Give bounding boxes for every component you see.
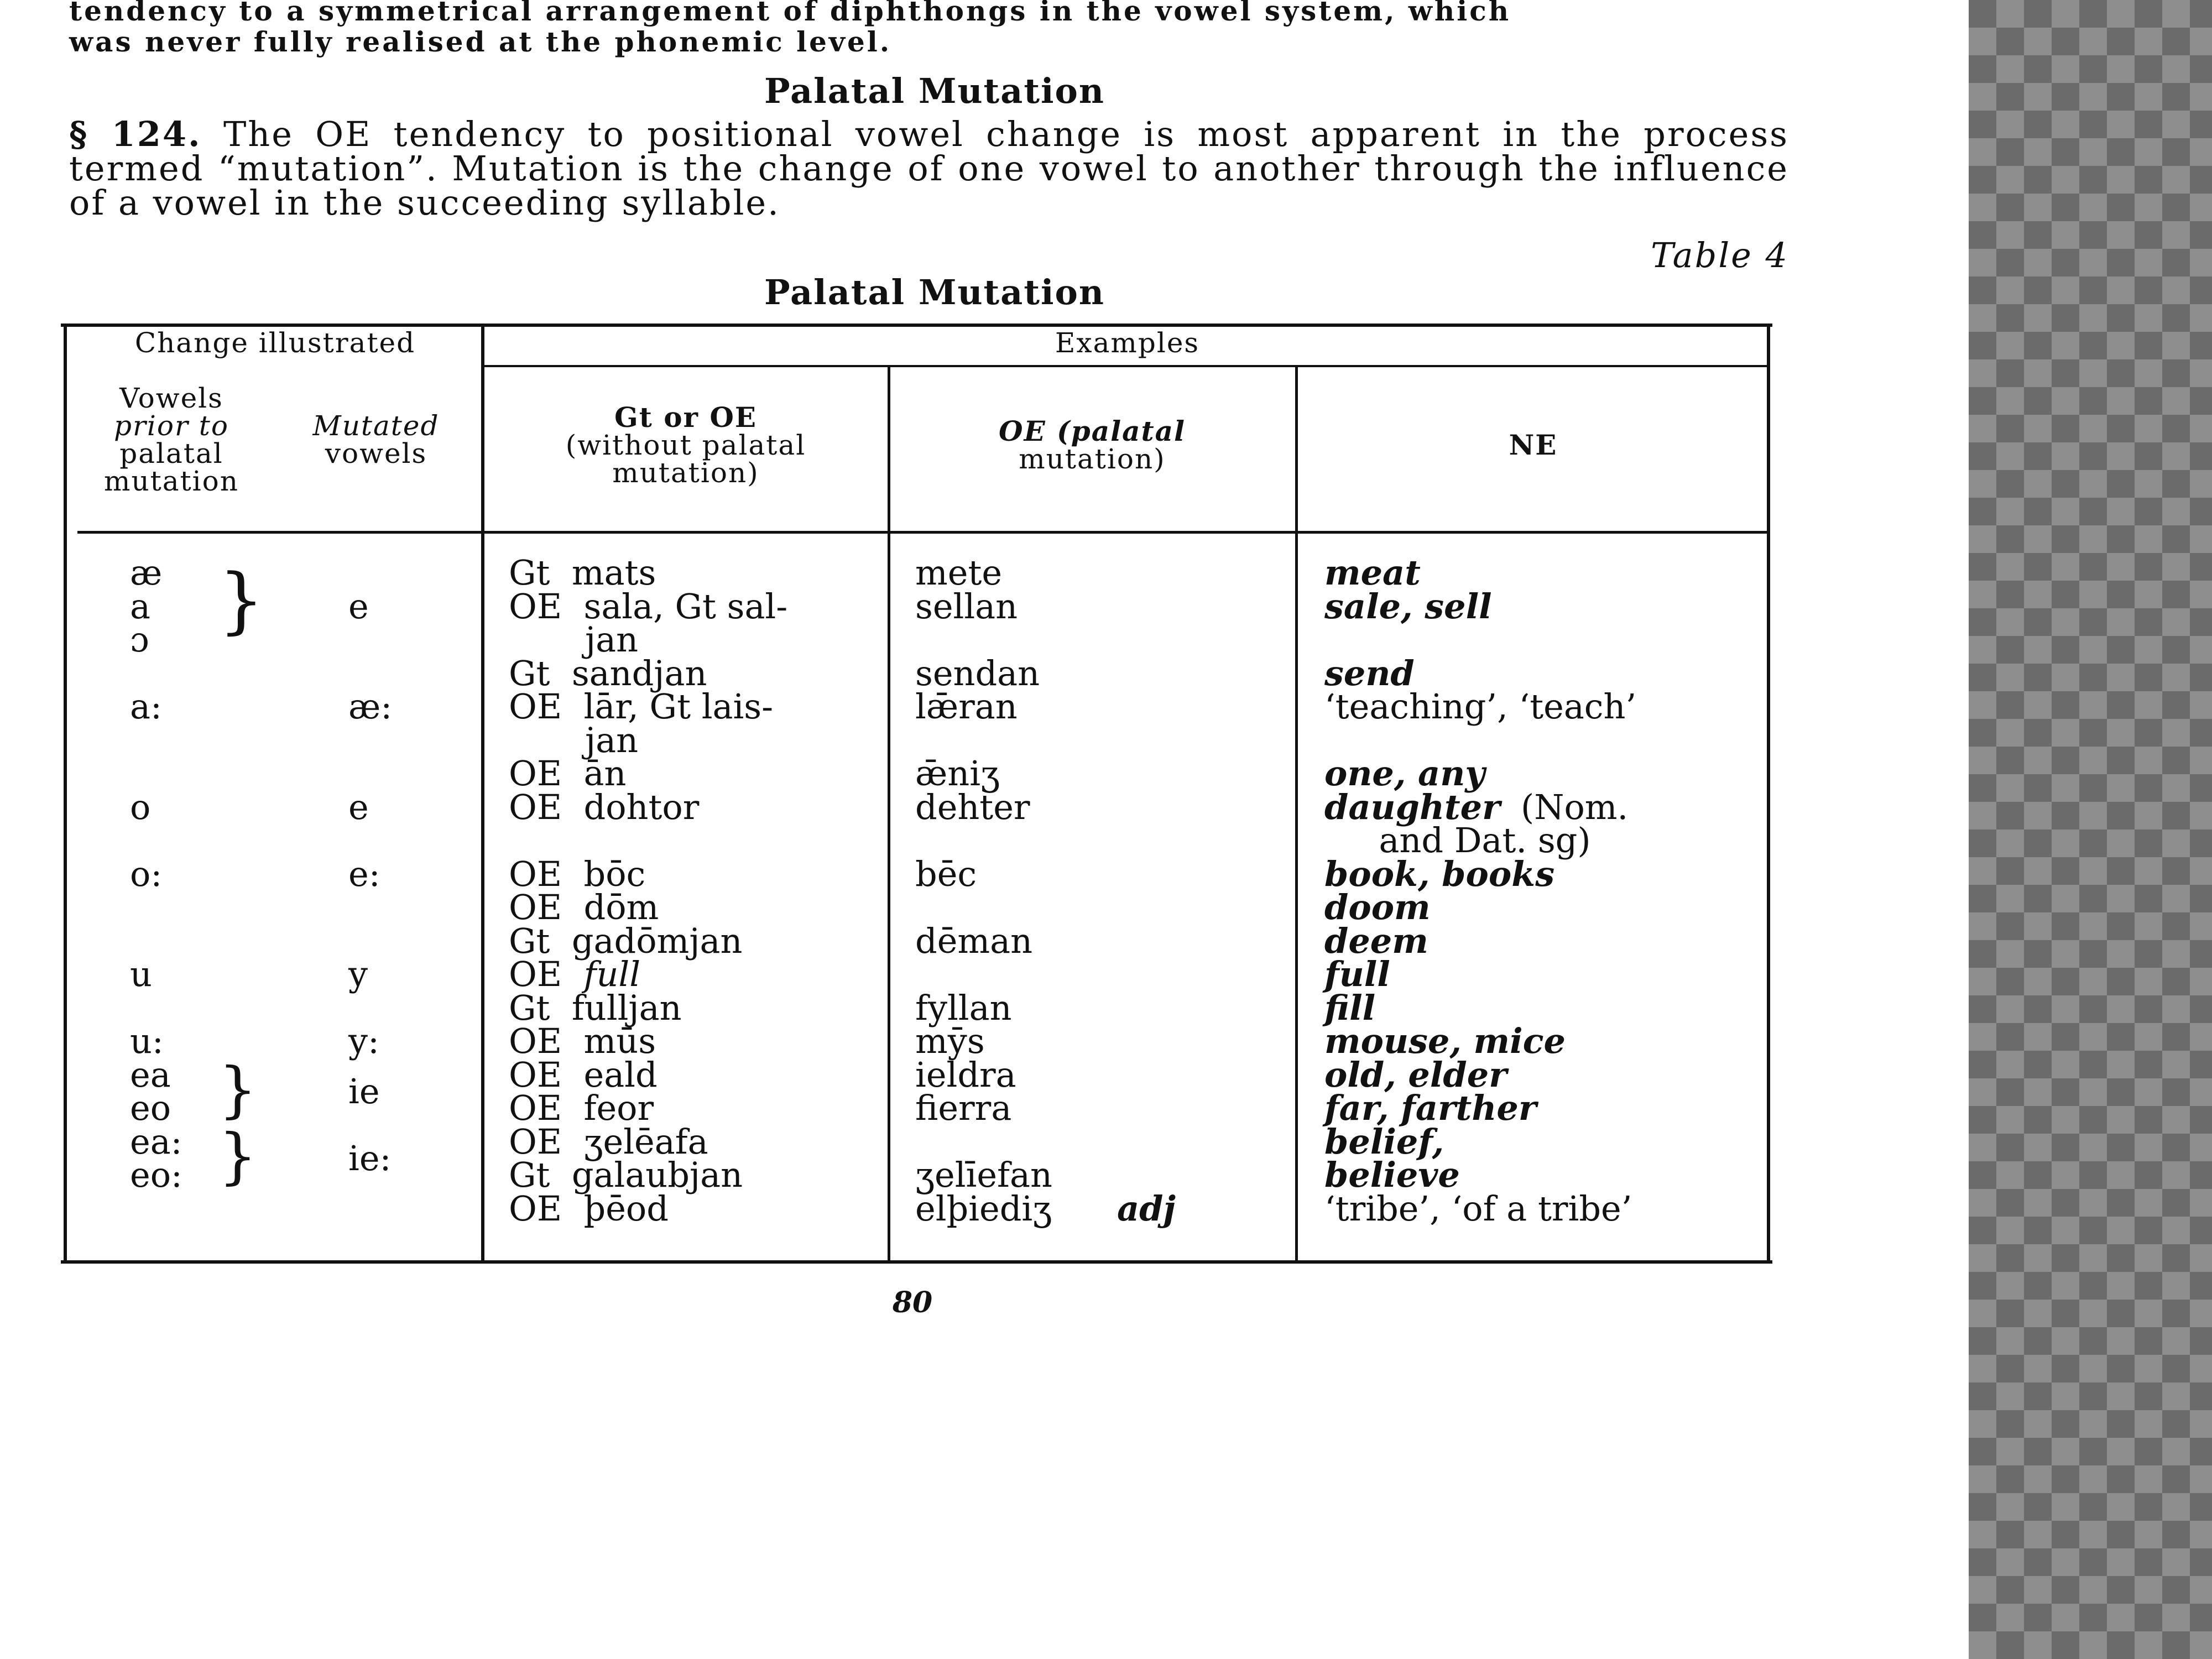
oe-palatal-form: ǣniʒ <box>915 753 1000 794</box>
gt-oe-form: jan <box>509 619 639 660</box>
gt-oe-form: Gt sandjan <box>509 653 707 693</box>
table-label: Table 4 <box>1651 235 1789 275</box>
table-bottom-border <box>61 1260 1772 1264</box>
ne-form: meat <box>1324 552 1421 593</box>
gt-oe-form: OE eald <box>509 1054 658 1095</box>
table-left-border <box>64 324 67 1264</box>
mutated-vowel: e <box>348 586 369 627</box>
col-divider-2 <box>1295 365 1298 1264</box>
ne-form: full <box>1324 954 1390 994</box>
examples-underline <box>484 365 1770 367</box>
header-ne: NE <box>1509 429 1558 461</box>
ne-form: old, elder <box>1324 1054 1507 1095</box>
intro-line-2: was never fully realised at the phonemic level. <box>69 25 892 58</box>
brace-ea-eo-long: } <box>218 1120 257 1191</box>
previous-paragraph-tail <box>69 0 1789 58</box>
table-right-border <box>1767 324 1770 1264</box>
ne-form: mouse, mice <box>1324 1021 1566 1061</box>
gt-oe-form: OE ān <box>509 753 627 794</box>
decorative-side-pattern <box>1969 0 2212 1659</box>
ne-form: ‘teaching’, ‘teach’ <box>1324 686 1637 727</box>
paragraph-124 <box>69 114 1789 223</box>
oe-palatal-form: dēman <box>915 920 1033 961</box>
gt-oe-form: Gt mats <box>509 552 656 593</box>
gt-oe-form: OE dōm <box>509 887 659 927</box>
oe-palatal-form: ʒelīefan <box>915 1155 1052 1195</box>
brace-ae-a-o: } <box>218 558 264 642</box>
oe-palatal-form: fyllan <box>915 987 1012 1028</box>
oe-palatal-form: mȳs <box>915 1021 985 1061</box>
ne-form: send <box>1324 653 1415 693</box>
oe-palatal-form: fierra <box>915 1088 1012 1128</box>
gt-oe-form: OE þēod <box>509 1188 669 1229</box>
vowel-prior: a <box>130 586 150 627</box>
header-examples: Examples <box>1055 327 1200 359</box>
gt-oe-form: Gt gadōmjan <box>509 920 743 961</box>
vowel-prior: ea <box>130 1054 171 1095</box>
mutated-vowel: y <box>348 954 368 994</box>
ne-form: one, any <box>1324 753 1485 794</box>
vowel-prior: eo: <box>130 1155 182 1195</box>
oe-palatal-form: bēc <box>915 853 977 894</box>
gt-oe-word: full <box>583 954 641 994</box>
header-change-illustrated: Change illustrated <box>134 327 416 359</box>
intro-line-1: tendency to a symmetrical arrangement of diphthongs in the vowel system, which <box>69 0 1511 27</box>
oe-palatal-form: sellan <box>915 586 1018 627</box>
mutated-vowel: y: <box>348 1021 379 1061</box>
gt-oe-form: OE sala, Gt sal- <box>509 586 788 627</box>
oe-palatal-form: sendan <box>915 653 1040 693</box>
header-mutated-vowels: Mutated vowels <box>312 410 440 469</box>
mutated-vowel: æ: <box>348 686 393 727</box>
ne-form: belief, <box>1324 1121 1444 1162</box>
header-gt-or-oe: Gt or OE (without palatal mutation) <box>565 401 806 489</box>
mutated-vowel: ie: <box>348 1138 392 1178</box>
gt-oe-form: OE ʒelēafa <box>509 1121 708 1162</box>
gt-oe-form: OE dohtor <box>509 786 700 827</box>
vowel-prior: eo <box>130 1088 171 1128</box>
ne-form: sale, sell <box>1324 586 1492 627</box>
ne-note: (Nom. <box>1521 786 1629 827</box>
section-heading: Palatal Mutation <box>764 71 1105 111</box>
mutated-vowel: e <box>348 786 369 827</box>
gt-oe-form: Gt galaubjan <box>509 1155 743 1195</box>
oe-palatal-form: mete <box>915 552 1003 593</box>
vowel-prior: ɔ <box>130 619 149 660</box>
header-bottom-border <box>77 531 1770 534</box>
table-group-divider <box>481 324 484 1264</box>
table-title: Palatal Mutation <box>764 272 1105 312</box>
section-mark: § 124. <box>69 114 202 154</box>
gt-oe-form <box>509 954 641 994</box>
oe-palatal-form: elþiediʒ <box>915 1188 1052 1229</box>
gt-oe-form: OE feor <box>509 1088 654 1128</box>
ne-form: book, books <box>1324 853 1555 894</box>
ne-form: deem <box>1324 920 1428 961</box>
vowel-prior: a: <box>130 686 162 727</box>
ne-form: far, farther <box>1324 1088 1537 1128</box>
ne-form: believe <box>1324 1155 1460 1195</box>
adj-label: adj <box>1117 1188 1176 1229</box>
ne-form: daughter <box>1324 786 1500 827</box>
ne-form: and Dat. sg) <box>1324 820 1591 860</box>
gt-oe-form: jan <box>509 719 639 760</box>
oe-palatal-form: lǣran <box>915 686 1018 727</box>
paragraph-text: The OE tendency to positional vowel change is most apparent in the process termed “mutation”. Mutation is the change of one vowel to another through the influence of a vowel in the succeeding syllable. <box>69 114 1789 223</box>
gt-oe-form: OE mūs <box>509 1021 656 1061</box>
header-oe-palatal: OE (palatal mutation) <box>999 415 1186 475</box>
gt-oe-prefix: OE <box>509 954 584 994</box>
vowel-prior: o <box>130 786 151 827</box>
gt-oe-form: Gt fulljan <box>509 987 682 1028</box>
vowel-prior: u: <box>130 1021 164 1061</box>
page-number: 80 <box>892 1286 933 1319</box>
ne-form: ‘tribe’, ‘of a tribe’ <box>1324 1188 1632 1229</box>
oe-palatal-form: dehter <box>915 786 1030 827</box>
ne-form: doom <box>1324 887 1431 927</box>
ne-form: fill <box>1324 987 1376 1028</box>
mutated-vowel: ie <box>348 1071 380 1112</box>
vowel-prior: u <box>130 954 152 994</box>
vowel-prior: ea: <box>130 1121 182 1162</box>
mutated-vowel: e: <box>348 853 380 894</box>
gt-oe-form: OE lār, Gt lais- <box>509 686 774 727</box>
header-vowels-prior: Vowels prior to palatal mutation <box>104 382 239 497</box>
col-divider-1 <box>888 365 890 1264</box>
palatal-mutation-table <box>61 324 1772 1264</box>
vowel-prior: æ <box>130 552 163 593</box>
oe-palatal-form: ieldra <box>915 1054 1016 1095</box>
vowel-prior: o: <box>130 853 163 894</box>
gt-oe-form: OE bōc <box>509 853 646 894</box>
brace-ea-eo: } <box>218 1054 257 1125</box>
